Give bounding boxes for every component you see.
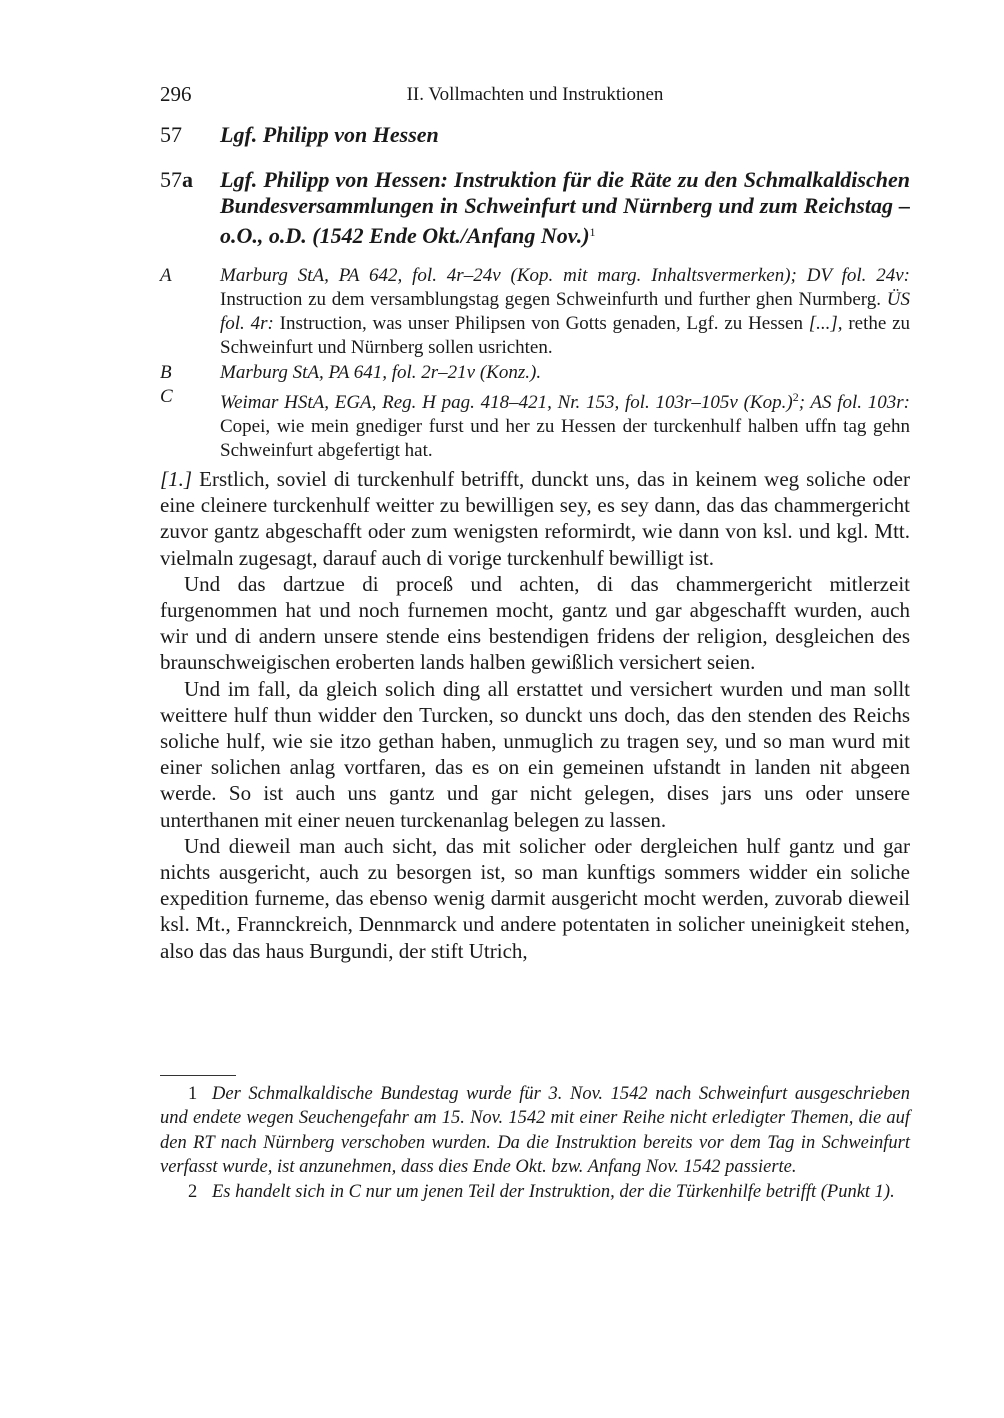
footnote-2: 2 Es handelt sich in C nur um jenen Teil der Instruktion, der die Türkenhilfe betrifft (Punkt 1).: [160, 1180, 910, 1204]
witness-text: Marburg StA, PA 642, fol. 4r–24v (Kop. mit marg. Inhaltsvermerken); DV fol. 24v: Instruction zu dem versamblungstag gegen Schweinfurth und further ghen Nurmberg. ÜS fol. 4r: Instruction, was unser Philipsen von Gotts genaden, Lgf. zu Hessen [...], rethe zu Schweinfurt und Nürnberg sollen usrichten.: [220, 265, 911, 358]
paragraph-marker: [1.]: [160, 467, 193, 491]
paragraph-4: Und dieweil man auch sicht, das mit solicher oder dergleichen hulf gantz und gar nichts ausgericht, auch zu besorgen ist, so man kunftigs sommers widder ein soliche expedition furneme, das ebenso wenig darmit ausgericht mocht werden, zuvorab dieweil ksl. Mt., Frannckreich, Dennmarck und andere potentaten in solicher uneinigkeit stehen, also das das haus Burgundi, der stift Utrich,: [160, 833, 910, 963]
document-title: Lgf. Philipp von Hessen: Instruktion für die Räte zu den Schmalkaldischen Bundesversammlungen in Schweinfurt und Nürnberg und zum Reichstag – o.O., o.D. (1542 Ende Okt./Anfang Nov.)$^1$: [220, 167, 910, 248]
footnote-number: 1: [188, 1084, 198, 1104]
page-number: 296: [160, 82, 192, 106]
witness-siglum: A: [160, 265, 172, 286]
running-title: II. Vollmachten und Instruktionen: [406, 84, 664, 105]
paragraph-3: Und im fall, da gleich solich ding all erstattet und versichert wurden und man sollt weittere hulf thun widder den Turcken, so dunckt uns doch, das den stenden des Reichs soliche hulf, wie sie itzo gethan haben, unmuglich zu tragen sey, und so man wurd mit einer solichen anlag vortfaren, das es on ein gemeinen ufstandt in landen nit abgeen werde. So ist auch uns gantz und gar nicht gelegen, dises jars uns oder unsere unterthanen mit einer neuen turckenanlag belegen zu lassen.: [160, 676, 910, 832]
witness-siglum: B: [160, 362, 172, 383]
section-number: 57: [160, 122, 182, 147]
running-head: [160, 82, 910, 108]
witness-text: Marburg StA, PA 641, fol. 2r–21v (Konz.).: [220, 362, 542, 383]
body-text: [160, 466, 910, 964]
footnote-1: 1 Der Schmalkaldische Bundestag wurde für 3. Nov. 1542 nach Schweinfurt ausgeschrieben und endete wegen Seuchengefahr am 15. Nov. 1542 mit einer Reihe nicht erledigter Themen, die auf den RT nach Nürnberg verschoben wurden. Da die Instruktion bereits vor dem Tag in Schweinfurt verfasst wurde, ist anzunehmen, dass dies Ende Okt. bzw. Anfang Nov. 1542 passierte.: [160, 1084, 910, 1178]
witness-siglum: C: [160, 386, 173, 407]
paragraph-1: [1.] Erstlich, soviel di turckenhulf betrifft, dunckt uns, das in keinem weg soliche oder eine cleinere turckenhulf weitter zu bewilligen sey, es sey dann, das das chammergericht zuvor gantz abgeschafft oder zum wenigsten reformirdt, wie dann von ksl. und kgl. Mtt. vielmaln zugesagt, darauf auch di vorige turckenhulf bewilligt ist.: [160, 467, 910, 570]
witness-text: Weimar HStA, EGA, Reg. H pag. 418–421, Nr. 153, fol. 103r–105v $(Kop.)^2$; AS fol. 103r: Copei, wie mein gnediger furst und her zu Hessen der turckenhulf halben uffn tag gehn Schweinfurt abgefertigt hat.: [220, 390, 910, 461]
page: [160, 0, 910, 1418]
section-title: Lgf. Philipp von Hessen: [220, 122, 439, 147]
footnote-number: 2: [188, 1181, 198, 1202]
footnote-separator: [160, 1075, 236, 1076]
footnote-ref-1[interactable]: 1: [589, 225, 596, 239]
paragraph-2: Und das dartzue di proceß und achten, di das chammergericht mitlerzeit furgenommen hat und noch furnemen mocht, gantz und gar abgeschafft wurden, auch wir und di andern unsere stende eins bestendigen fridens der religion, desgleichen des braunschweigischen eroberten lands halben gewißlich versichert seien.: [160, 571, 910, 675]
document-number: 57a: [160, 167, 193, 192]
footnote-ref-2[interactable]: 2: [792, 390, 799, 404]
footnotes: [160, 1082, 910, 1204]
